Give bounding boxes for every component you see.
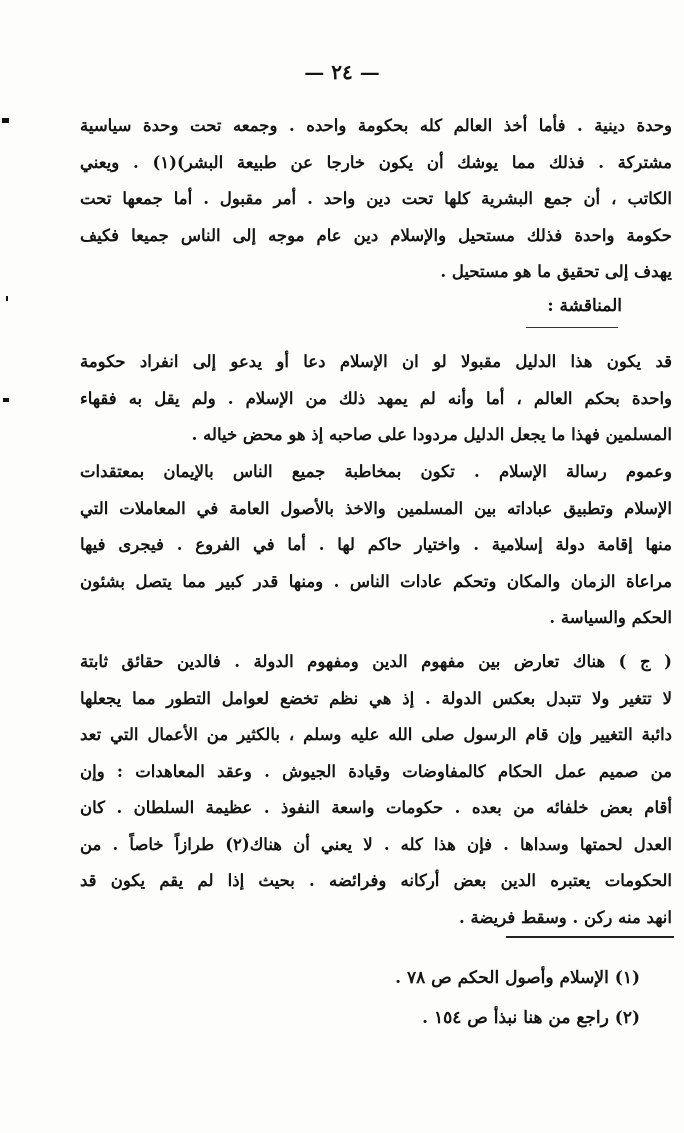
text-line: يهدف إلى تحقيق ما هو مستحيل . (440, 262, 672, 281)
text-line: من صميم عمل الحكام كالمفاوضات وقيادة الجيوش . وعقد المعاهدات : وإن (80, 761, 672, 781)
text-line: واحدة بحكم العالم ، أما وأنه لم يمهد ذلك من الإسلام . ولم يقل به فقهاء (80, 388, 672, 408)
text-line: الإسلام وتطبيق عباداته بين المسلمين والاخذ بالأصول العامة في المعاملات التي (80, 498, 672, 518)
text-line: منها إقامة دولة إسلامية . واختيار حاكم لها . أما في الفروع . فيجرى فيها (80, 535, 672, 554)
paragraph-4 (80, 644, 672, 936)
footnote: (١) الإسلام وأصول الحكم ص ٧٨ . (395, 968, 640, 988)
text-line: العدل لحمتها وسداها . فإن هذا كله . لا يعني أن هناك(٢) طرازاً خاصاً . من (80, 834, 672, 854)
text-line: أقام بعض خلفائه من بعده . حكومات واسعة النفوذ . عظيمة السلطان . كان (80, 798, 672, 817)
text-line: وحدة دينية . فأما أخذ العالم كله بحكومة واحده . وجمعه تحت وحدة سياسية (80, 116, 672, 135)
scan-margin-mark (6, 296, 8, 301)
scan-margin-mark (2, 118, 9, 123)
text-line: المسلمين فهذا ما يجعل الدليل مردودا على صاحبه إذ هو محض خياله . (191, 425, 672, 444)
text-line: لا تتغير ولا تتبدل بعكس الدولة . إذ هي نظم تخضع لعوامل التطور مما يجعلها (80, 688, 672, 708)
paragraph-2 (80, 344, 672, 454)
text-line: الحكومات يعتبره الدين بعض أركانه وفرائضه . بحيث إذا لم يقم يكون قد (80, 871, 672, 890)
text-line: قد يكون هذا الدليل مقبولا لو ان الإسلام دعا أو يدعو إلى انفراد حكومة (80, 352, 672, 371)
text-line: وعموم رسالة الإسلام . تكون بمخاطبة جميع الناس بالإيمان بمعتقدات (80, 462, 672, 481)
footnotes (120, 958, 640, 1038)
page-number: — ٢٤ — (304, 60, 380, 84)
paragraph-1 (80, 108, 672, 291)
text-line: الكاتب ، أن جمع البشرية كلها تحت دين واحد . أمر مقبول . أما جمعها تحت (80, 189, 672, 208)
section-heading: المناقشة : (547, 296, 622, 316)
text-line: ( ج ) هناك تعارض بين مفهوم الدين ومفهوم الدولة . فالدين حقائق ثابتة (80, 652, 672, 671)
text-line: انهد منه ركن . وسقط فريضة . (459, 907, 672, 927)
text-line: مشتركة . فذلك مما يوشك أن يكون خارجا عن طبيعة البشر)(١) . ويعني (80, 152, 672, 172)
paragraph-3 (80, 454, 672, 637)
scan-margin-mark (3, 398, 9, 402)
text-line: حكومة واحدة فذلك مستحيل والإسلام دين عام موجه إلى الناس جميعا فكيف (80, 225, 672, 245)
footnote-separator (506, 936, 674, 938)
heading-underline (526, 327, 618, 328)
text-line: دائبة التغيير وإن قام الرسول صلى الله عليه وسلم ، بالكثير من الأعمال التي تعد (80, 725, 672, 744)
text-line: الحكم والسياسة . (549, 608, 672, 627)
footnote: (٢) راجع من هنا نبذأ ص ١٥٤ . (422, 1008, 640, 1028)
text-line: مراعاة الزمان والمكان وتحكم عادات الناس . ومنها قدر كبير مما يتصل بشئون (80, 571, 672, 591)
